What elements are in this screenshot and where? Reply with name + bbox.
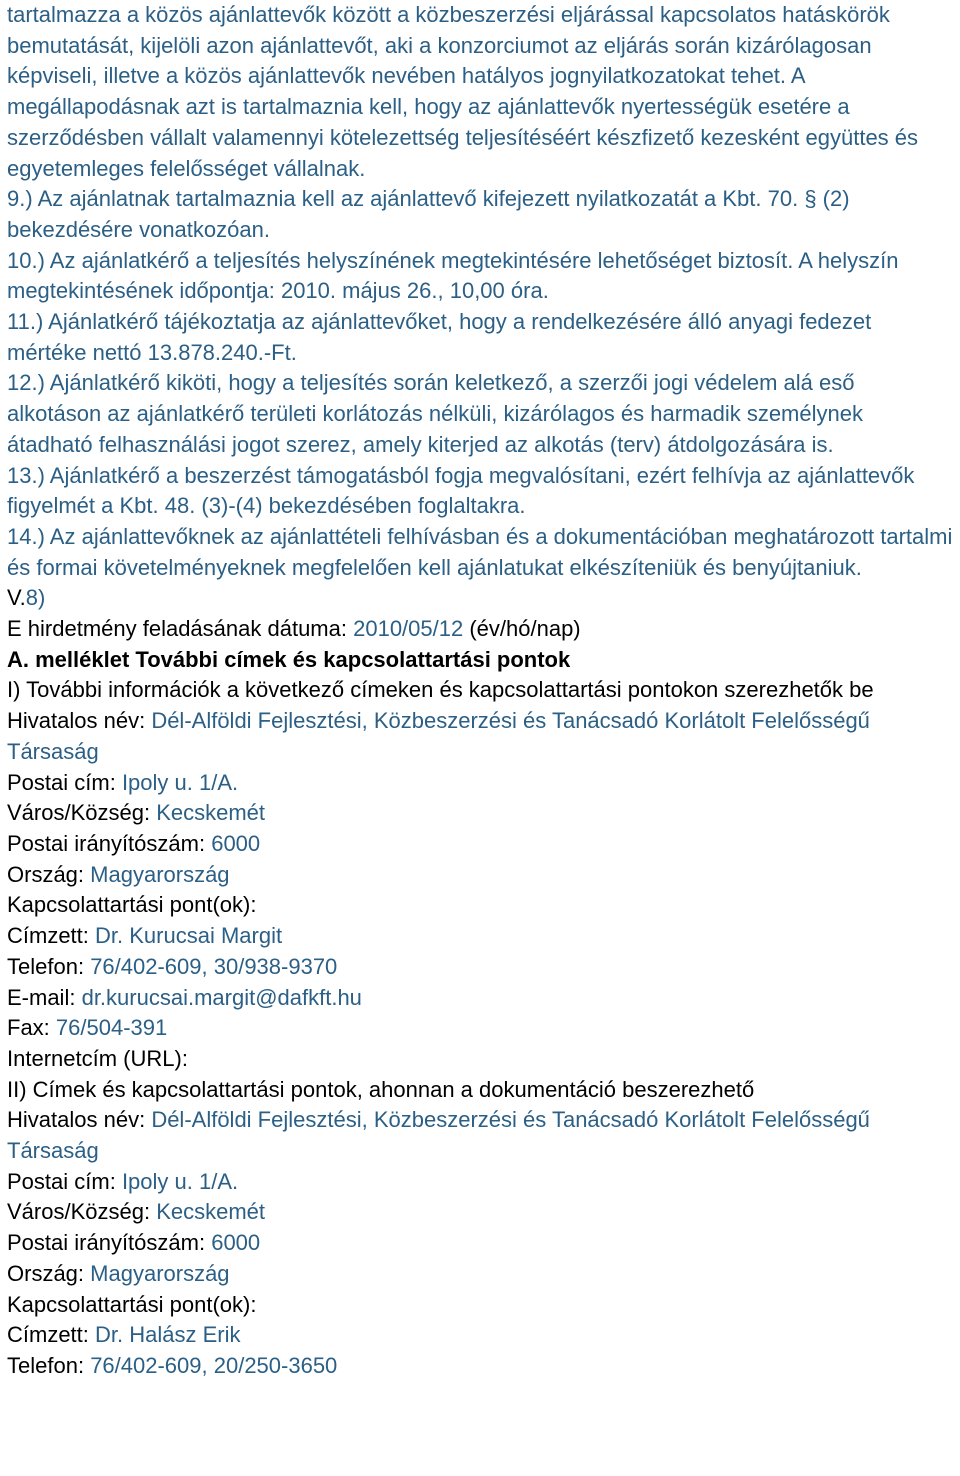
s2-contact-label: Kapcsolattartási pont(ok):: [7, 1291, 257, 1317]
zip-value: 6000: [211, 1230, 261, 1256]
postal-value: Ipoly u. 1/A.: [121, 1168, 239, 1194]
city-label: Város/Község:: [7, 1199, 151, 1225]
paragraph-11: 11.) Ajánlatkérő tájékoztatja az ajánlattevőket, hogy a rendelkezésére álló anyagi fedezet mértéke nettó 13.878.240.-Ft.: [7, 309, 872, 365]
fax-value: 76/504-391: [55, 1015, 168, 1041]
s1-url-label: Internetcím (URL):: [7, 1045, 188, 1071]
s1-phone-row: [7, 952, 954, 983]
paragraph-consortium: tartalmazza a közös ajánlattevők között a közbeszerzési eljárással kapcsolatos hatáskörök bemutatását, kijelöli azon ajánlattevőt, aki a konzorciumot az eljárás során kizárólagosan képviseli, illetve a közös ajánlattevők nevében hatályos jognyilatkozatokat tehet. A megállapodásnak azt is tartalmaznia kell, hogy az ajánlattevők nyertességük esetére a szerződésben vállalt valamennyi kötelezettség teljesítéséért készfizető kezesként együttes és egyetemleges felelősséget vállalnak.: [7, 2, 919, 181]
section-v8-heading: [7, 583, 954, 614]
country-value: Magyarország: [90, 1260, 230, 1286]
zip-label: Postai irányítószám:: [7, 830, 206, 856]
s1-email-row: [7, 983, 954, 1014]
s2-phone-row: [7, 1351, 954, 1382]
section-8-label: 8): [25, 585, 46, 611]
section-v-label: V.: [7, 585, 26, 611]
official-name-label: Hivatalos név:: [7, 708, 146, 734]
zip-label: Postai irányítószám:: [7, 1230, 206, 1256]
section-1-title: I) További információk a következő címeken és kapcsolattartási pontokon szerezhetők be: [7, 677, 874, 703]
phone-label: Telefon:: [7, 953, 85, 979]
official-name-value: Dél-Alföldi Fejlesztési, Közbeszerzési és Tanácsadó Korlátolt Felelősségű Társaság: [7, 1107, 870, 1164]
s1-contact-label: Kapcsolattartási pont(ok):: [7, 892, 257, 918]
country-label: Ország:: [7, 861, 85, 887]
addressee-value: Dr. Halász Erik: [95, 1322, 241, 1348]
fax-label: Fax:: [7, 1015, 50, 1041]
s2-official-name-row: [7, 1105, 954, 1166]
phone-label: Telefon:: [7, 1352, 85, 1378]
zip-value: 6000: [211, 830, 261, 856]
s1-addressee-row: [7, 921, 954, 952]
city-label: Város/Község:: [7, 800, 151, 826]
s2-postal-row: [7, 1167, 954, 1198]
s2-addressee-row: [7, 1320, 954, 1351]
paragraph-12: 12.) Ajánlatkérő kiköti, hogy a teljesítés során keletkező, a szerzői jogi védelem alá eső alkotáson az ajánlatkérő területi korlátozás nélküli, kizárólagos és harmadik személynek átadható felhasználási jogot szerez, amely kiterjed az alkotás (terv) átdolgozására is.: [7, 370, 863, 457]
paragraph-13: 13.) Ajánlatkérő a beszerzést támogatásból fogja megvalósítani, ezért felhívja az ajánlattevők figyelmét a Kbt. 48. (3)-(4) bekezdésében foglaltakra.: [7, 462, 915, 519]
posting-date-value: 2010/05/12: [353, 616, 464, 642]
s1-city-row: [7, 798, 954, 829]
postal-value: Ipoly u. 1/A.: [121, 769, 239, 795]
paragraph-10: 10.) Az ajánlatkérő a teljesítés helyszínének megtekintésére lehetőséget biztosít. A helyszín megtekintésének időpontja: 2010. május 26., 10,00 óra.: [7, 247, 899, 304]
paragraph-14: 14.) Az ajánlattevőknek az ajánlattételi felhívásban és a dokumentációban meghatározott tartalmi és formai követelményeknek megfelelően kell ajánlatukat elkészíteniük és benyújtaniuk.: [7, 523, 953, 580]
phone-value: 76/402-609, 20/250-3650: [90, 1352, 338, 1378]
addressee-value: Dr. Kurucsai Margit: [95, 923, 283, 949]
addressee-label: Címzett:: [7, 923, 89, 949]
city-value: Kecskemét: [156, 1199, 266, 1225]
phone-value: 76/402-609, 30/938-9370: [90, 953, 338, 979]
annex-title: A. melléklet További címek és kapcsolattartási pontok: [7, 646, 571, 672]
country-label: Ország:: [7, 1260, 85, 1286]
official-name-value: Dél-Alföldi Fejlesztési, Közbeszerzési és Tanácsadó Korlátolt Felelősségű Társaság: [7, 708, 870, 764]
paragraph-9: 9.) Az ajánlatnak tartalmaznia kell az ajánlattevő kifejezett nyilatkozatát a Kbt. 70. § (2) bekezdésére vonatkozóan.: [7, 186, 850, 242]
s1-official-name-row: [7, 706, 954, 767]
posting-date-label: E hirdetmény feladásának dátuma:: [7, 616, 347, 642]
s1-fax-row: [7, 1013, 954, 1044]
postal-label: Postai cím:: [7, 1168, 116, 1194]
email-label: E-mail:: [7, 984, 76, 1010]
city-value: Kecskemét: [156, 800, 266, 826]
s2-zip-row: [7, 1228, 954, 1259]
postal-label: Postai cím:: [7, 769, 116, 795]
s2-country-row: [7, 1259, 954, 1290]
s1-country-row: [7, 860, 954, 891]
s2-city-row: [7, 1197, 954, 1228]
official-name-label: Hivatalos név:: [7, 1107, 146, 1133]
addressee-label: Címzett:: [7, 1322, 89, 1348]
section-2-title: II) Címek és kapcsolattartási pontok, ahonnan a dokumentáció beszerezhető: [7, 1076, 755, 1102]
posting-date-row: [7, 614, 954, 645]
s1-postal-row: [7, 768, 954, 799]
email-value: dr.kurucsai.margit@dafkft.hu: [81, 984, 362, 1010]
country-value: Magyarország: [90, 861, 230, 887]
posting-date-format: (év/hó/nap): [469, 616, 581, 642]
s1-zip-row: [7, 829, 954, 860]
